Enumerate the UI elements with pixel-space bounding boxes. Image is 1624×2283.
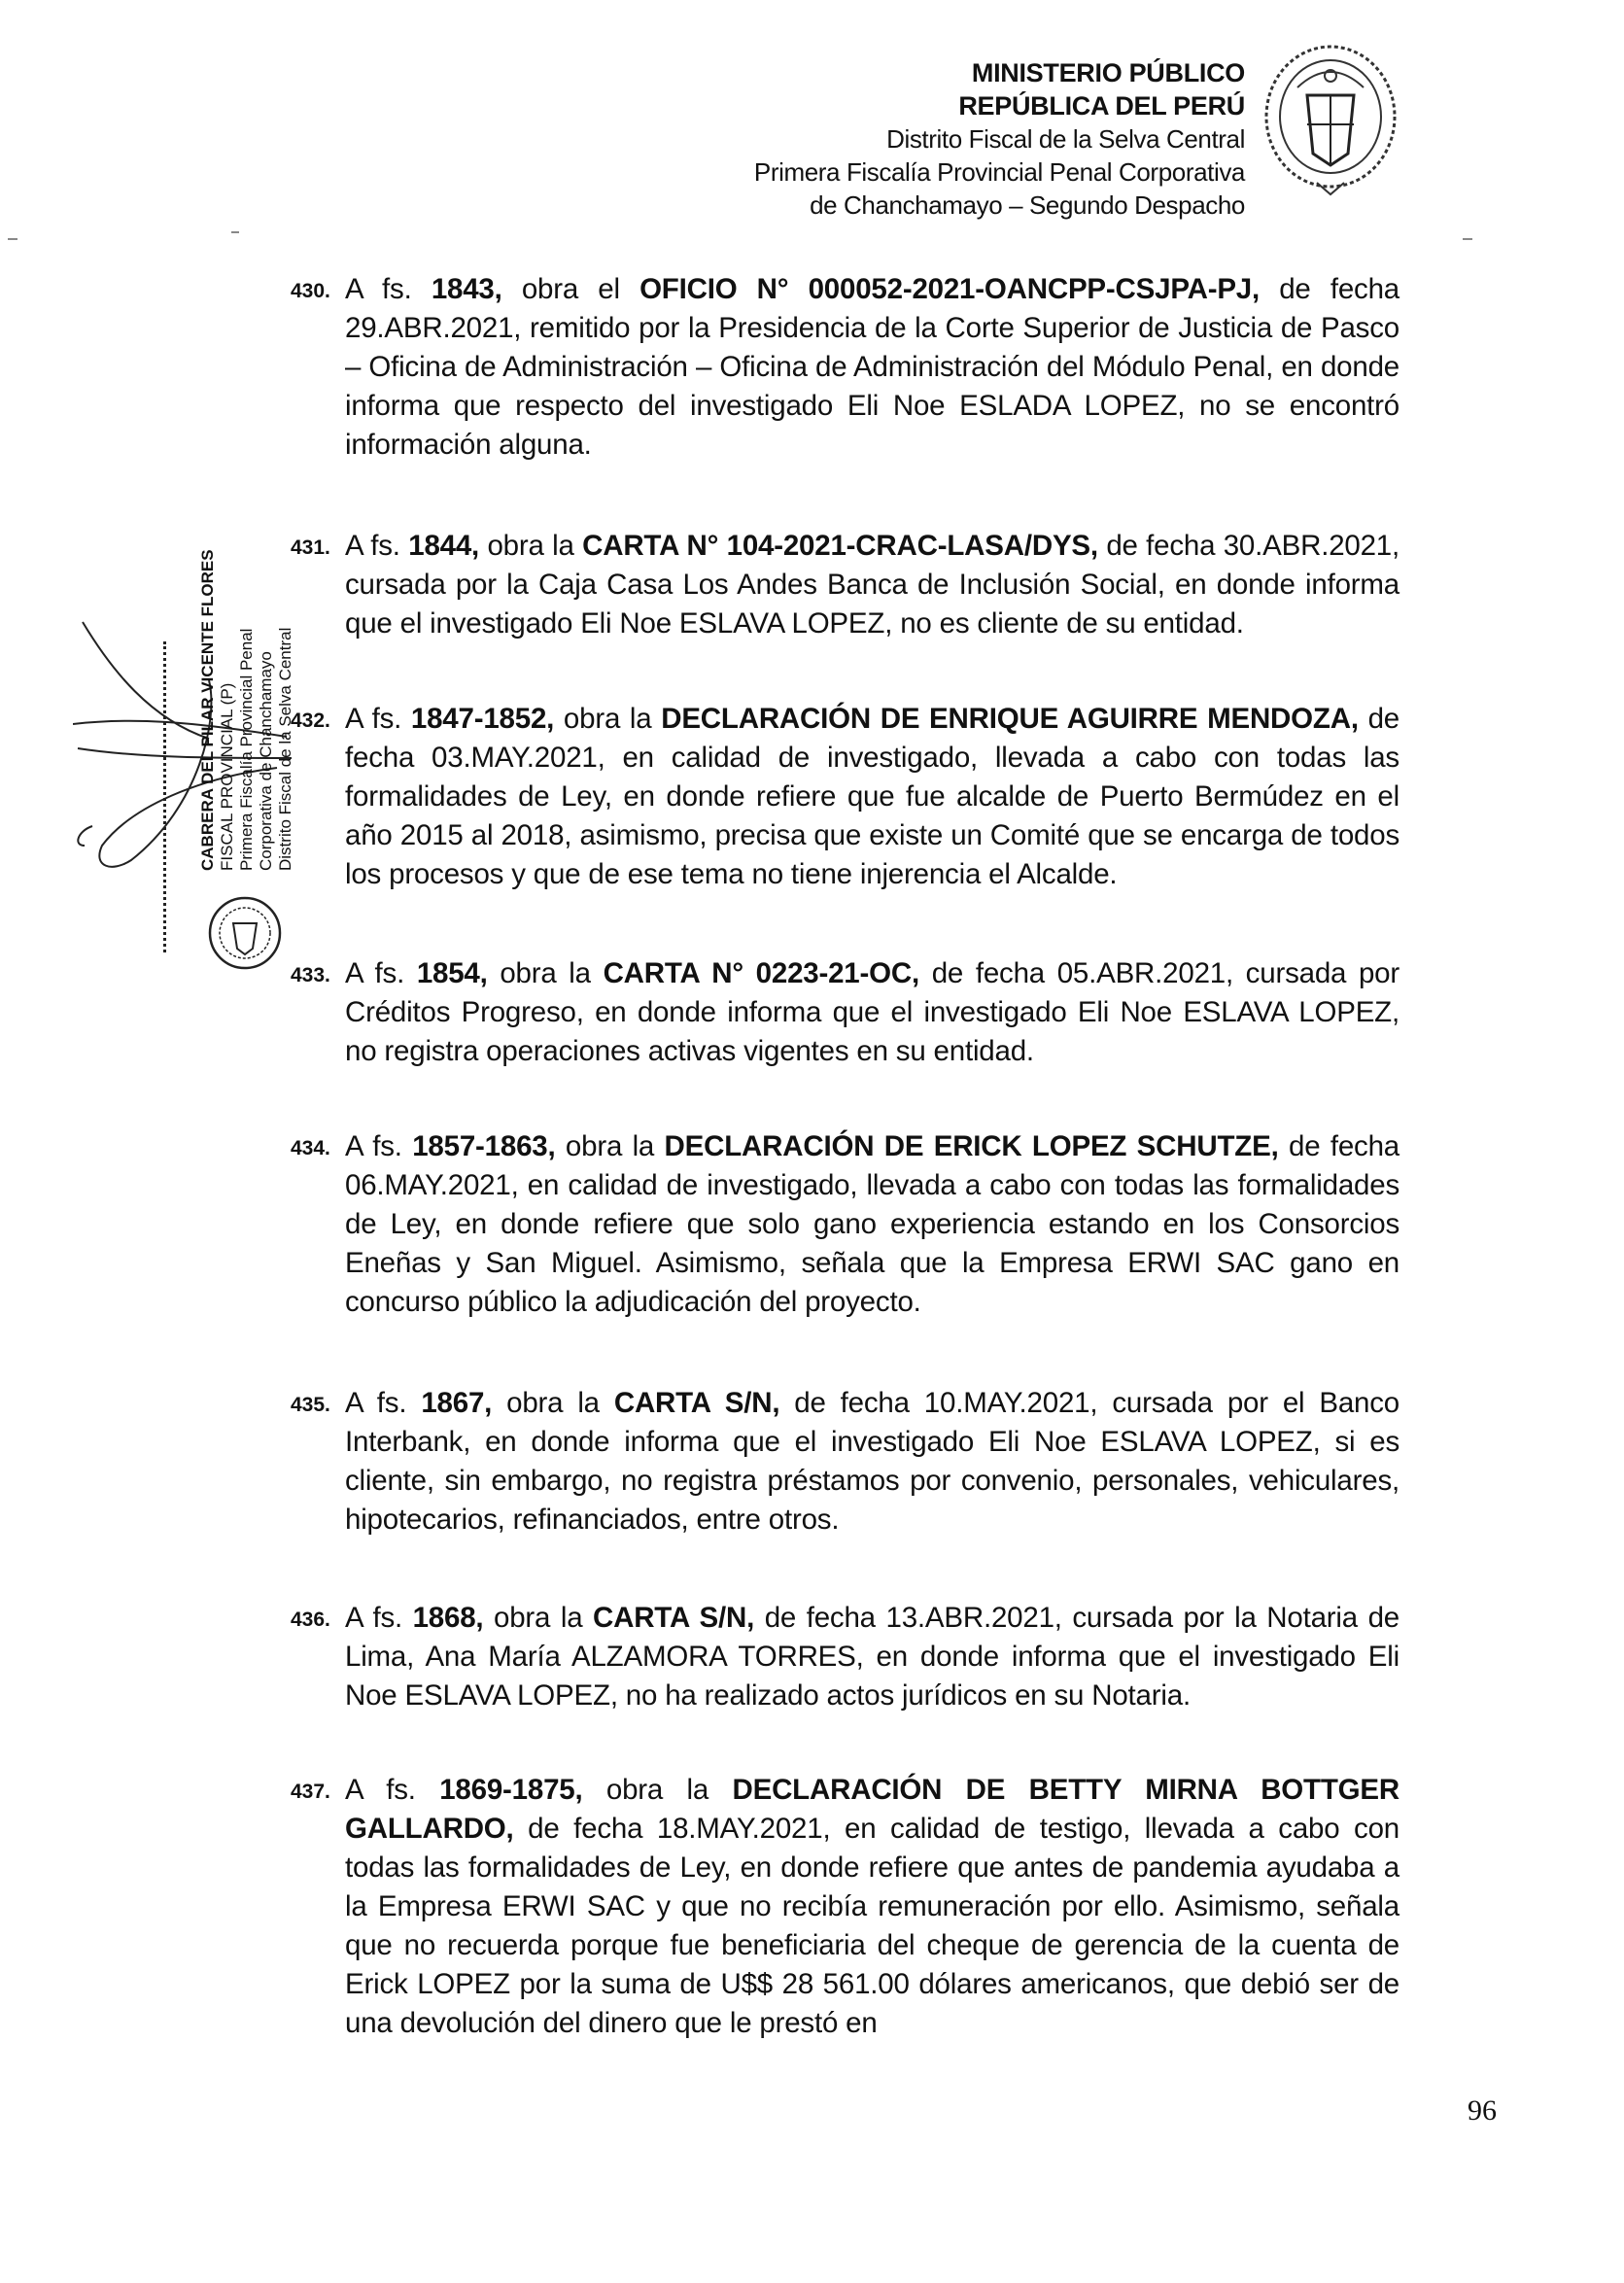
item-run: obra la <box>483 1602 593 1634</box>
item-text <box>345 703 1399 890</box>
item-text <box>345 1602 1399 1712</box>
stamp-office: Primera Fiscalía Provincial Penal <box>237 628 256 871</box>
item-run: de fecha 03.MAY.2021, en calidad de investigado, llevada a cabo con todas las formalidades de Ley, en donde refiere que fue alcalde de Puerto Bermúdez en el año 2015 al 2018, asimismo, precisa que existe un Comité que se encarga de todos los procesos y que de ese tema no tiene injerencia el Alcalde. <box>345 703 1399 890</box>
stamp-seal-icon <box>206 894 284 972</box>
prosecutor-stamp <box>194 549 330 875</box>
item-emphasis: 1843, <box>431 273 502 305</box>
item-emphasis: 1869-1875, <box>439 1774 583 1806</box>
item-text <box>345 957 1399 1067</box>
header-institution: MINISTERIO PÚBLICO <box>971 58 1245 87</box>
item-run: de fecha 10.MAY.2021, cursada por el Banco Interbank, en donde informa que el investigado Eli Noe ESLAVA LOPEZ, si es cliente, sin embargo, no registra préstamos por convenio, personales, vehiculares, hipotecarios, refinanciados, entre otros. <box>345 1387 1400 1536</box>
scan-mark <box>231 231 239 233</box>
item-emphasis: 1867, <box>421 1387 493 1419</box>
stamp-name: CABRERA DEL PILAR VICENTE FLORES <box>198 549 217 871</box>
item-number: 432. <box>291 709 330 732</box>
item-number: 430. <box>291 280 330 302</box>
item-run: obra la <box>554 703 662 735</box>
item-emphasis: OFICIO N° 000052-2021-OANCPP-CSJPA-PJ, <box>639 273 1261 305</box>
item-text <box>345 273 1399 461</box>
item-emphasis: DECLARACIÓN DE ERICK LOPEZ SCHUTZE, <box>664 1130 1279 1162</box>
item-text <box>345 1774 1399 2039</box>
item-run: A fs. <box>345 530 409 562</box>
item-run: A fs. <box>345 1774 440 1806</box>
list-item <box>291 1127 1399 1322</box>
header-office: Primera Fiscalía Provincial Penal Corporativa <box>753 157 1245 187</box>
item-run: de fecha 18.MAY.2021, en calidad de testigo, llevada a cabo con todas las formalidades de Ley, en donde refiere que antes de pandemia ayudaba a la Empresa ERWI SAC y que no recibía remuneración por ello. Asimismo, señala que no recuerda porque fue beneficiaria del cheque de gerencia de la cuenta de Erick LOPEZ por la suma de U$$ 28 561.00 dólares americanos, que debió ser de una devolución del dinero que le prestó en <box>345 1813 1399 2039</box>
item-number: 431. <box>291 536 330 559</box>
item-run: obra la <box>479 530 583 562</box>
item-run: A fs. <box>345 703 411 735</box>
item-number: 435. <box>291 1394 330 1416</box>
item-number: 436. <box>291 1608 330 1631</box>
item-run: obra la <box>492 1387 614 1419</box>
item-text <box>345 1387 1399 1536</box>
item-run: A fs. <box>345 273 432 305</box>
item-run: obra el <box>501 273 640 305</box>
item-run: de fecha 06.MAY.2021, en calidad de investigado, llevada a cabo con todas las formalidades de Ley, en donde refiere que solo gano experiencia estando en los Consorcios Eneñas y San Miguel. Asimismo, señala que la Empresa ERWI SAC gano en concurso público la adjudicación del proyecto. <box>345 1130 1399 1318</box>
item-run: obra la <box>582 1774 733 1806</box>
item-run: obra la <box>555 1130 665 1162</box>
item-emphasis: CARTA N° 104-2021-CRAC-LASA/DYS, <box>582 530 1098 562</box>
item-emphasis: 1844, <box>408 530 480 562</box>
stamp-role: FISCAL PROVINCIAL (P) <box>218 682 236 871</box>
header-office-location: de Chanchamayo – Segundo Despacho <box>810 190 1245 220</box>
item-number: 433. <box>291 964 330 986</box>
list-item <box>291 954 1399 1071</box>
item-run: A fs. <box>345 957 417 989</box>
header-district: Distrito Fiscal de la Selva Central <box>886 124 1245 154</box>
item-emphasis: CARTA S/N, <box>593 1602 755 1634</box>
item-run: A fs. <box>345 1387 422 1419</box>
item-emphasis: CARTA S/N, <box>613 1387 780 1419</box>
item-text <box>345 1130 1399 1318</box>
header-country: REPÚBLICA DEL PERÚ <box>958 91 1245 121</box>
list-item <box>291 1771 1400 2043</box>
item-emphasis: 1857-1863, <box>412 1130 556 1162</box>
item-number: 434. <box>291 1137 330 1159</box>
ministry-seal-icon <box>1259 37 1402 202</box>
list-item <box>291 1599 1399 1715</box>
stamp-office-location: Corporativa de Chanchamayo <box>257 651 275 871</box>
stamp-district: Distrito Fiscal de la Selva Central <box>276 627 294 871</box>
scan-mark <box>1463 238 1472 240</box>
item-text <box>345 530 1399 640</box>
item-run: de fecha 30.ABR.2021, cursada por la Caja Casa Los Andes Banca de Inclusión Social, en donde informa que el investigado Eli Noe ESLAVA LOPEZ, no es cliente de su entidad. <box>345 530 1400 640</box>
item-emphasis: DECLARACIÓN DE BETTY MIRNA BOTTGER GALLARDO, <box>345 1774 1400 1845</box>
list-item <box>291 700 1399 894</box>
item-emphasis: DECLARACIÓN DE ENRIQUE AGUIRRE MENDOZA, <box>661 703 1359 735</box>
item-emphasis: 1847-1852, <box>410 703 555 735</box>
item-run: de fecha 13.ABR.2021, cursada por la Notaria de Lima, Ana María ALZAMORA TORRES, en donde informa que el investigado Eli Noe ESLAVA LOPEZ, no ha realizado actos jurídicos en su Notaria. <box>345 1602 1399 1712</box>
list-item <box>291 270 1400 465</box>
item-number: 437. <box>291 1781 330 1803</box>
scan-mark <box>8 238 17 240</box>
item-emphasis: 1868, <box>412 1602 484 1634</box>
item-run: A fs. <box>345 1602 413 1634</box>
item-run: de fecha 05.ABR.2021, cursada por Créditos Progreso, en donde informa que el investigado Eli Noe ESLAVA LOPEZ, no registra operaciones activas vigentes en su entidad. <box>345 957 1399 1067</box>
list-item <box>291 527 1400 643</box>
item-emphasis: CARTA N° 0223-21-OC, <box>603 957 919 989</box>
item-run: A fs. <box>345 1130 413 1162</box>
page-number: 96 <box>1468 2094 1497 2127</box>
item-run: obra la <box>487 957 604 989</box>
item-emphasis: 1854, <box>416 957 488 989</box>
item-run: de fecha 29.ABR.2021, remitido por la Presidencia de la Corte Superior de Justicia de Pasco – Oficina de Administración – Oficina de Administración del Módulo Penal, en donde informa que respecto del investigado Eli Noe ESLADA LOPEZ, no se encontró información alguna. <box>345 273 1400 461</box>
list-item <box>291 1384 1400 1539</box>
document-header <box>662 56 1245 222</box>
